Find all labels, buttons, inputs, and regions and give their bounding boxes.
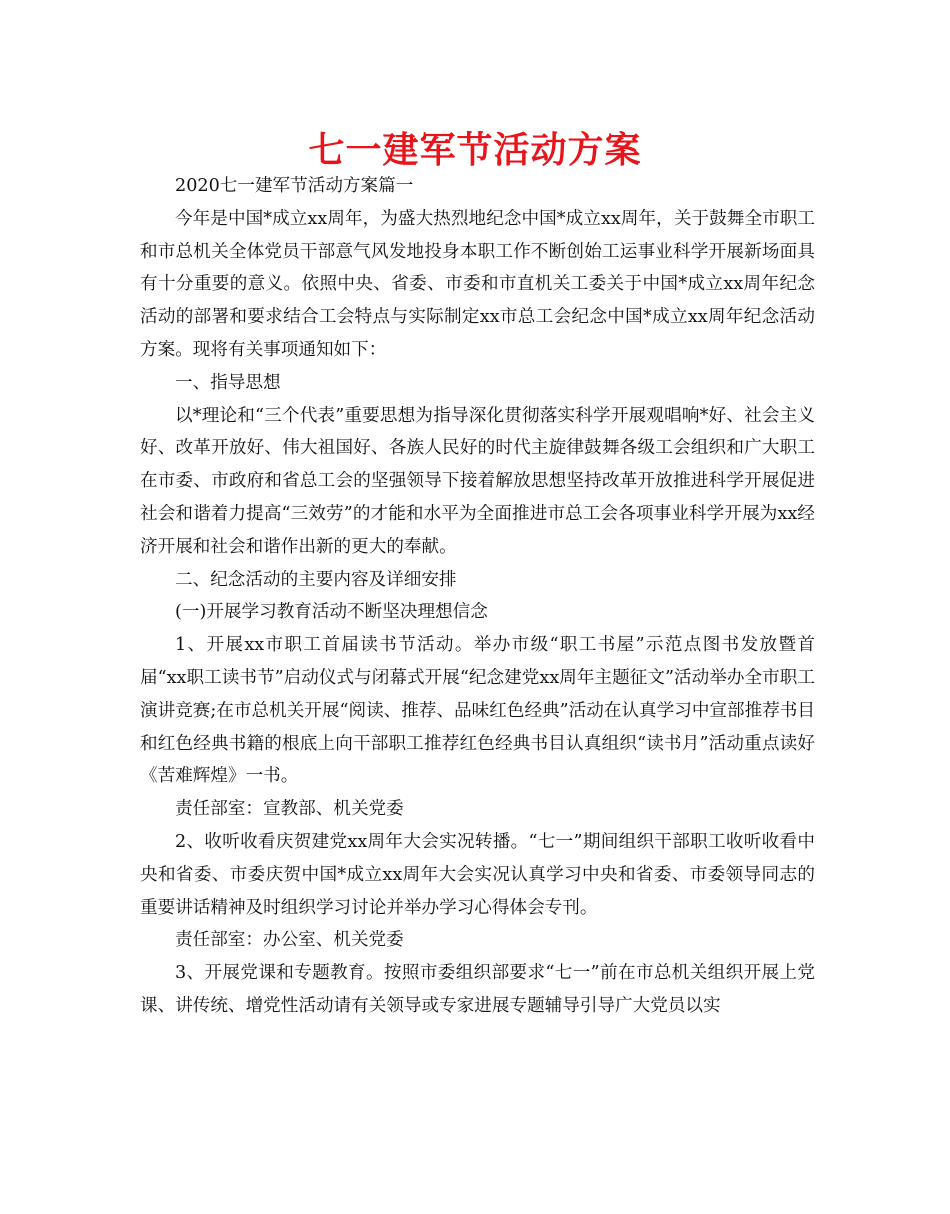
responsibility-line: 责任部室：宣教部、机关党委 xyxy=(175,799,404,820)
paragraph: 今年是中国*成立xx周年，为盛大热烈地纪念中国*成立xx周年，关于鼓舞全市职工和市总机关全体党员干部意气风发地投身本职工作不断创始工运事业科学开展新场面具有十分重要的意义。依照中央、省委、市委和市直机关工委关于中国*成立xx周年纪念活动的部署和要求结合工会特点与实际制定xx市总工会纪念中国*成立xx周年纪念活动方案。现将有关事项通知如下： xyxy=(140,208,815,360)
paragraph: 2、收听收看庆贺建党xx周年大会实况转播。“七一”期间组织干部职工收听收看中央和省委、市委庆贺中国*成立xx周年大会实况认真学习中央和省委、市委领导同志的重要讲话精神及时组织学习讨论并举办学习心得体会专刊。 xyxy=(140,831,815,918)
paragraph-heading: 2020七一建军节活动方案篇一 xyxy=(175,176,414,196)
responsibility-line: 责任部室：办公室、机关党委 xyxy=(175,930,404,951)
document-title: 七一建军节活动方案 xyxy=(308,130,642,171)
section-heading: 二、纪念活动的主要内容及详细安排 xyxy=(175,569,457,590)
paragraph: 1、开展xx市职工首届读书节活动。举办市级“职工书屋”示范点图书发放暨首届“xx职工读书节”启动仪式与闭幕式开展“纪念建党xx周年主题征文”活动举办全市职工演讲竞赛;在市总机关开展“阅读、推荐、品味红色经典”活动在认真学习中宣部推荐书目和红色经典书籍的根底上向干部职工推荐红色经典书目认真组织“读书月”活动重点读好《苦难辉煌》一书。 xyxy=(140,635,815,787)
paragraph: 以*理论和“三个代表”重要思想为指导深化贯彻落实科学开展观唱响*好、社会主义好、改革开放好、伟大祖国好、各族人民好的时代主旋律鼓舞各级工会组织和广大职工在市委、市政府和省总工会的坚强领导下接着解放思想坚持改革开放推进科学开展促进社会和谐着力提高“三效劳”的才能和水平为全面推进市总工会各项事业科学开展为xx经济开展和社会和谐作出新的更大的奉献。 xyxy=(140,405,815,557)
document-body xyxy=(140,170,815,1023)
section-heading: 一、指导思想 xyxy=(175,372,281,393)
subsection-heading: (一)开展学习教育活动不断坚决理想信念 xyxy=(175,602,488,623)
paragraph: 3、开展党课和专题教育。按照市委组织部要求“七一”前在市总机关组织开展上党课、讲传统、增党性活动请有关领导或专家进展专题辅导引导广大党员以实 xyxy=(140,963,815,1016)
